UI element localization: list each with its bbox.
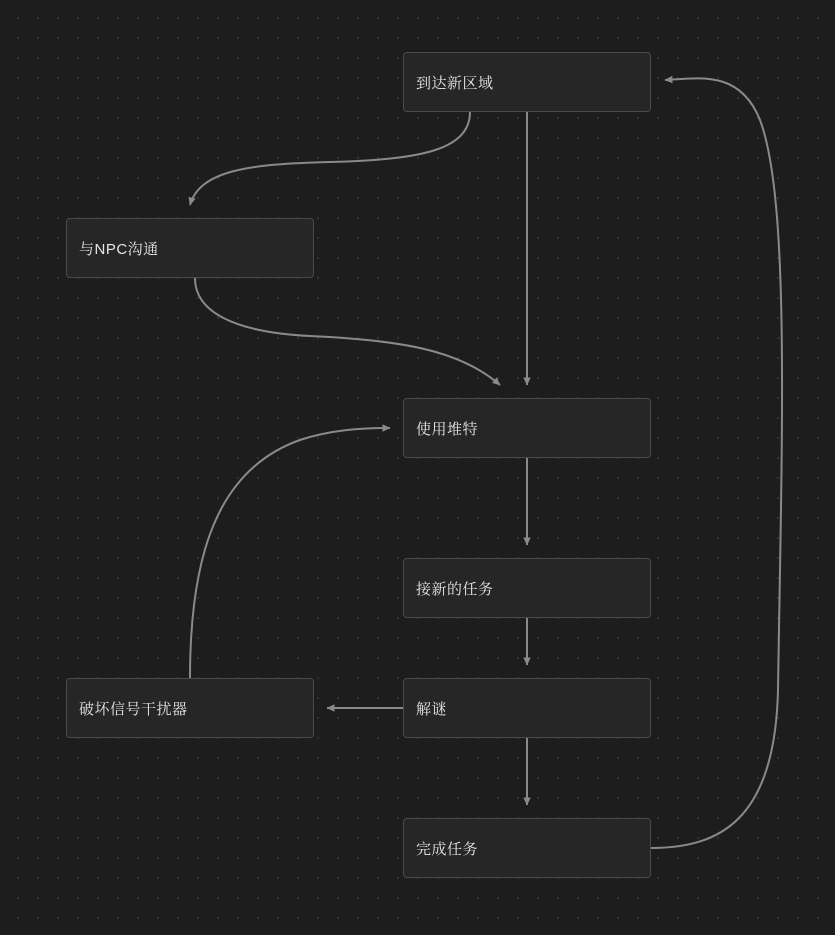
edge-npc-to-stack: [195, 278, 500, 385]
node-label: 到达新区域: [416, 74, 494, 92]
node-jammer[interactable]: [66, 678, 314, 738]
edge-complete-to-arrive: [651, 78, 782, 848]
node-label: 解谜: [416, 700, 448, 718]
edge-arrive-to-npc: [190, 112, 470, 205]
node-label: 与NPC沟通: [79, 240, 159, 258]
node-npc[interactable]: [66, 218, 314, 278]
node-stack[interactable]: [403, 398, 651, 458]
node-label: 接新的任务: [416, 580, 494, 598]
node-complete[interactable]: [403, 818, 651, 878]
node-newquest[interactable]: [403, 558, 651, 618]
node-puzzle[interactable]: [403, 678, 651, 738]
node-label: 使用堆特: [416, 420, 479, 438]
edge-jammer-to-stack: [190, 428, 390, 678]
node-label: 完成任务: [416, 840, 479, 858]
node-arrive[interactable]: [403, 52, 651, 112]
node-label: 破坏信号干扰器: [79, 700, 188, 718]
